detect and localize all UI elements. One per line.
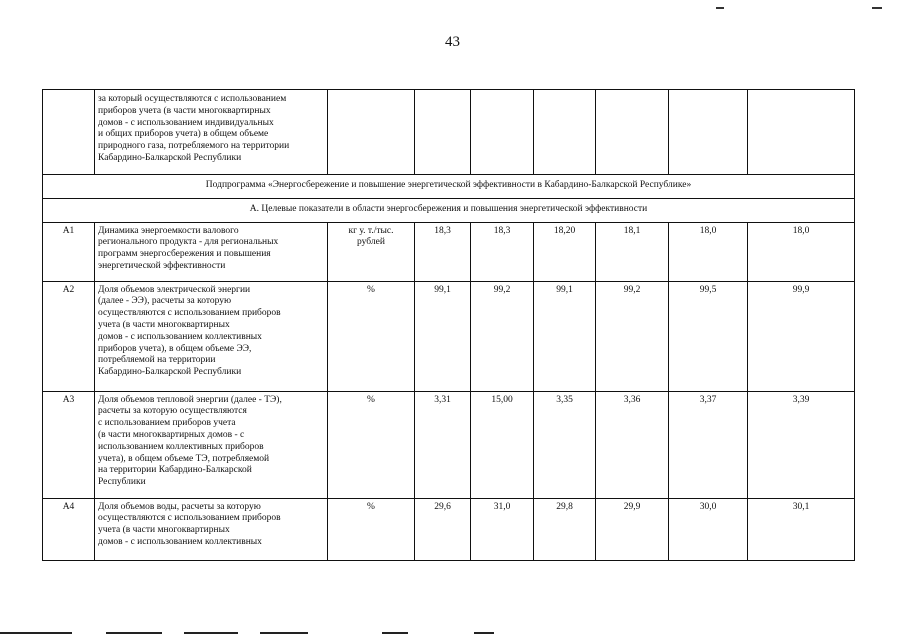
indicator-unit: % xyxy=(328,498,415,560)
indicator-value: 99,9 xyxy=(748,281,855,391)
section-heading-row xyxy=(43,198,855,222)
indicator-code: А1 xyxy=(43,222,95,281)
indicator-value: 29,6 xyxy=(415,498,471,560)
indicator-value: 18,20 xyxy=(534,222,596,281)
indicator-value: 29,9 xyxy=(596,498,669,560)
subprogram-heading-row xyxy=(43,175,855,199)
indicator-description: Доля объемов электрической энергии (далее - ЭЭ), расчеты за которую осуществляются с использованием приборов учета (в части многоквартирных домов - с использованием коллективных приборов учета), в общем объеме ЭЭ, потребляемой на территории Кабардино-Балкарской Республики xyxy=(95,281,328,391)
table-row-a3 xyxy=(43,391,855,498)
indicator-code: А2 xyxy=(43,281,95,391)
indicator-value: 18,3 xyxy=(471,222,534,281)
scan-mark-bottom xyxy=(382,632,408,634)
indicator-value: 3,36 xyxy=(596,391,669,498)
indicator-description: Доля объемов воды, расчеты за которую осуществляются с использованием приборов учета (в части многоквартирных домов - с использованием коллективных xyxy=(95,498,328,560)
indicator-value: 3,37 xyxy=(669,391,748,498)
indicator-value: 3,39 xyxy=(748,391,855,498)
indicator-value: 30,1 xyxy=(748,498,855,560)
indicator-unit: % xyxy=(328,391,415,498)
scan-mark-bottom xyxy=(184,632,238,634)
indicator-value: 3,31 xyxy=(415,391,471,498)
indicator-value: 18,1 xyxy=(596,222,669,281)
value-cell xyxy=(748,90,855,175)
unit-cell xyxy=(328,90,415,175)
indicator-code: А4 xyxy=(43,498,95,560)
scan-mark-top-2 xyxy=(872,7,882,9)
scan-mark-top-1 xyxy=(716,7,724,9)
scan-mark-bottom xyxy=(106,632,162,634)
description-cell: за который осуществляются с использованием приборов учета (в части многоквартирных домов - с использованием индивидуальных и общих приборов учета) в общем объеме природного газа, потребляемого на территории Кабардино-Балкарской Республики xyxy=(95,90,328,175)
section-heading: А. Целевые показатели в области энергосбережения и повышения энергетической эффективности xyxy=(43,198,855,222)
indicator-value: 99,1 xyxy=(415,281,471,391)
indicator-code: А3 xyxy=(43,391,95,498)
table-row-a2 xyxy=(43,281,855,391)
table-row-continuation xyxy=(43,90,855,175)
indicator-value: 30,0 xyxy=(669,498,748,560)
indicator-value: 29,8 xyxy=(534,498,596,560)
subprogram-heading: Подпрограмма «Энергосбережение и повышение энергетической эффективности в Кабардино-Балкарской Республике» xyxy=(43,175,855,199)
indicator-value: 99,2 xyxy=(596,281,669,391)
indicator-value: 15,00 xyxy=(471,391,534,498)
value-cell xyxy=(471,90,534,175)
value-cell xyxy=(534,90,596,175)
indicator-unit: кг у. т./тыс. рублей xyxy=(328,222,415,281)
indicator-description: Динамика энергоемкости валового регионального продукта - для региональных программ энергосбережения и повышения энергетической эффективности xyxy=(95,222,328,281)
scan-mark-bottom xyxy=(260,632,308,634)
page-number: 43 xyxy=(445,34,460,50)
value-cell xyxy=(596,90,669,175)
indicator-value: 18,0 xyxy=(748,222,855,281)
indicators-table xyxy=(42,89,855,561)
indicator-value: 99,1 xyxy=(534,281,596,391)
value-cell xyxy=(669,90,748,175)
value-cell xyxy=(415,90,471,175)
table-row-a4 xyxy=(43,498,855,560)
indicator-unit: % xyxy=(328,281,415,391)
indicator-value: 18,3 xyxy=(415,222,471,281)
indicator-description: Доля объемов тепловой энергии (далее - ТЭ), расчеты за которую осуществляются с использованием приборов учета (в части многоквартирных домов - с использованием коллективных приборов учета), в общем объеме ТЭ, потребляемой на территории Кабардино-Балкарской Республики xyxy=(95,391,328,498)
table-row-a1 xyxy=(43,222,855,281)
code-cell xyxy=(43,90,95,175)
scan-mark-bottom xyxy=(474,632,494,634)
indicator-value: 99,5 xyxy=(669,281,748,391)
scan-mark-bottom xyxy=(0,632,72,634)
indicator-value: 18,0 xyxy=(669,222,748,281)
indicator-value: 99,2 xyxy=(471,281,534,391)
indicator-value: 31,0 xyxy=(471,498,534,560)
indicator-value: 3,35 xyxy=(534,391,596,498)
